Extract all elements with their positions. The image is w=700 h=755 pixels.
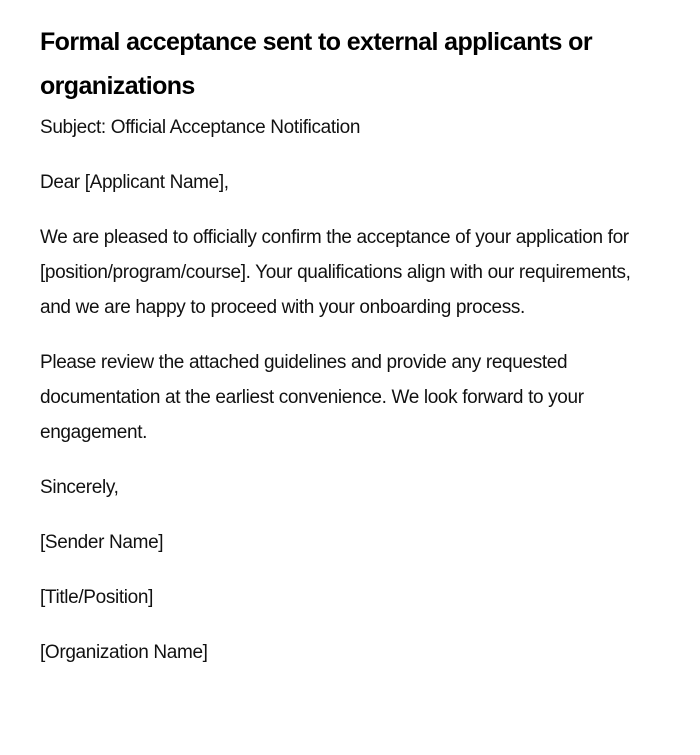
body-paragraph-confirmation: We are pleased to officially confirm the acceptance of your application for [position/program/course]. Your qualifications align with our requirements, and we are happy to proceed with your onboarding process.: [40, 227, 631, 318]
subject-line: Subject: Official Acceptance Notification: [40, 117, 361, 138]
sender-name: [Sender Name]: [40, 532, 164, 553]
organization-name: [Organization Name]: [40, 642, 208, 663]
body-paragraph-guidelines: Please review the attached guidelines and provide any requested documentation at the earliest convenience. We look forward to your engagement.: [40, 352, 584, 443]
document-title: Formal acceptance sent to external applicants or organizations: [40, 28, 592, 100]
salutation: Dear [Applicant Name],: [40, 172, 229, 193]
closing: Sincerely,: [40, 477, 119, 498]
sender-title-position: [Title/Position]: [40, 587, 154, 608]
